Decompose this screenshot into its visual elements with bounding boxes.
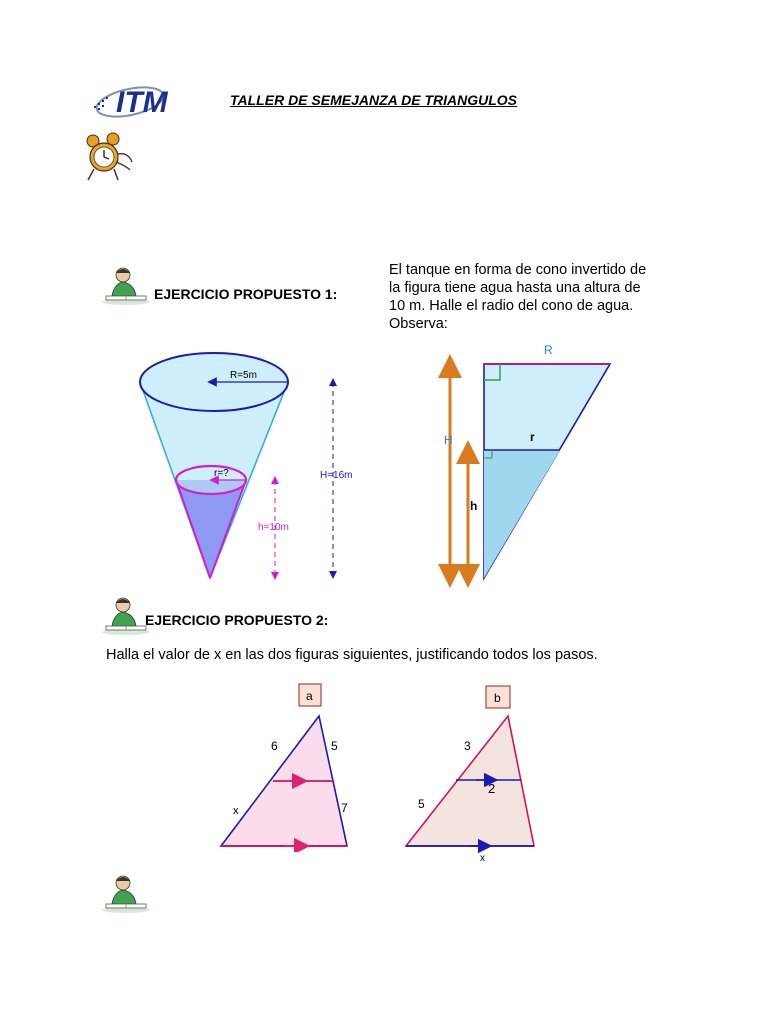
side-label: x: [480, 853, 485, 864]
exercise1-statement: [389, 261, 658, 333]
label-H: H: [444, 433, 453, 447]
label-h: h: [470, 499, 478, 513]
statement-line: 10 m. Halle el radio del cono de agua.: [389, 298, 634, 314]
statement-line: Observa:: [389, 316, 448, 332]
water-triangle: [484, 450, 560, 578]
itm-logo: [92, 78, 182, 122]
water-height-label: h=10m: [258, 522, 289, 533]
section-figure: [430, 338, 620, 588]
side-label: 3: [464, 739, 471, 753]
figure-b: [400, 680, 545, 865]
statement-line: El tanque en forma de cono invertido de: [389, 262, 647, 278]
side-label: x: [233, 805, 239, 817]
label-r: r: [530, 430, 535, 444]
side-label: 2: [488, 781, 496, 796]
exercise2-heading: EJERCICIO PROPUESTO 2:: [145, 612, 329, 628]
alarm-clock-icon: [82, 132, 136, 186]
thinking-student-icon: [100, 874, 152, 914]
big-radius-label: R=5m: [230, 370, 257, 381]
triangle-b: [406, 716, 534, 846]
side-label: 5: [331, 739, 338, 753]
small-radius-label: r=?: [214, 468, 229, 479]
side-label: 5: [418, 797, 425, 811]
figure-a: [215, 680, 355, 852]
logo-text: ITM: [116, 86, 168, 119]
figure-b-label: b: [494, 691, 501, 705]
exercise2-statement: Halla el valor de x en las dos figuras siguientes, justificando todos los pasos.: [106, 647, 598, 663]
total-height-label: H=16m: [320, 470, 353, 481]
side-label: 7: [341, 801, 348, 815]
page-title: TALLER DE SEMEJANZA DE TRIANGULOS: [230, 92, 518, 108]
exercise1-heading: EJERCICIO PROPUESTO 1:: [154, 286, 338, 302]
side-label: 6: [271, 739, 278, 753]
figure-a-label: a: [306, 689, 313, 703]
statement-line: la figura tiene agua hasta una altura de: [389, 280, 641, 296]
thinking-student-icon: [100, 266, 152, 306]
cone-figure: [130, 340, 370, 590]
label-R: R: [544, 343, 553, 357]
